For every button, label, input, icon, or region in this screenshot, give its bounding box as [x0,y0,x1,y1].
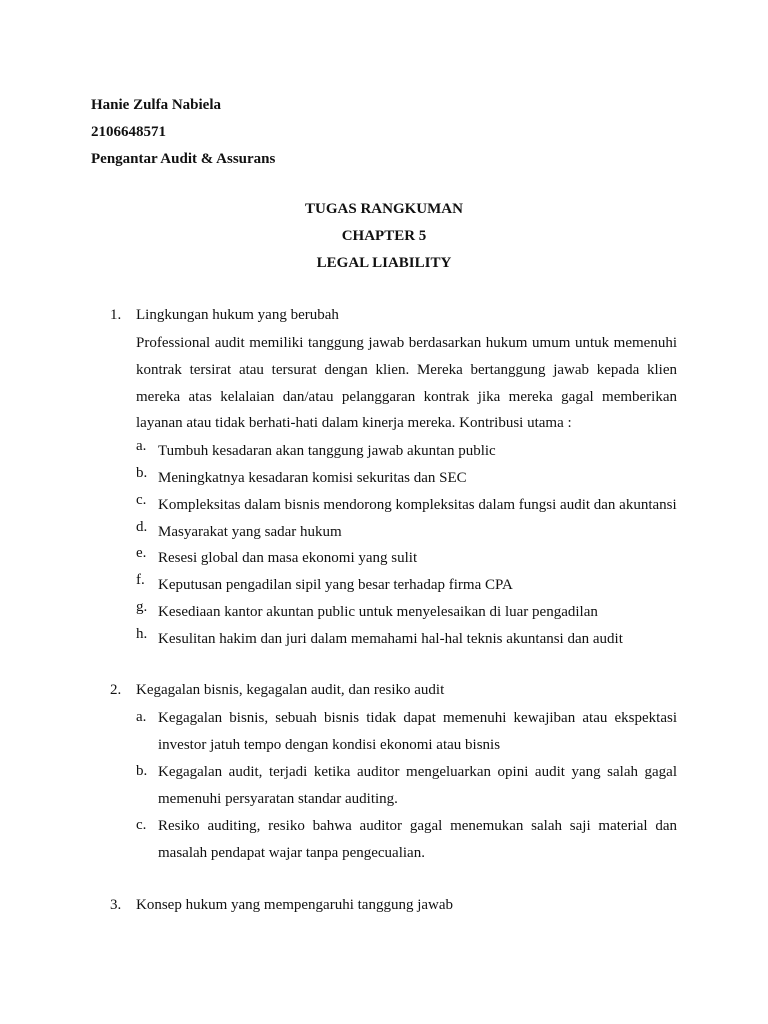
list-letter: e. [136,545,147,561]
list-text: Keputusan pengadilan sipil yang besar terhadap firma CPA [158,577,513,593]
section-number: 1. [110,307,122,323]
list-letter: b. [136,465,148,481]
list-text: Masyarakat yang sadar hukum [158,524,342,540]
list-text: Kompleksitas dalam bisnis mendorong kompleksitas dalam fungsi audit dan akuntansi [158,497,677,513]
list-text: Kesediaan kantor akuntan public untuk menyelesaikan di luar pengadilan [158,604,598,620]
list-letter: f. [136,572,145,588]
list-text: Kegagalan bisnis, sebuah bisnis tidak dapat memenuhi kewajiban atau ekspektasi investor jatuh tempo dengan kondisi ekonomi atau bisnis [158,710,677,753]
section-paragraph: Professional audit memiliki tanggung jawab berdasarkan hukum umum untuk memenuhi kontrak tersirat atau tersurat dengan klien. Mereka bertanggung jawab kepada klien mereka atas kelalaian dan/atau pelanggaran kontrak jika mereka gagal memberikan layanan atau tidak berhati-hati dalam kinerja mereka. Kontribusi utama : [136,335,677,432]
section-title: Lingkungan hukum yang berubah [136,307,339,323]
title-line-3: LEGAL LIABILITY [316,255,452,271]
student-id: 2106648571 [91,124,166,140]
list-letter: g. [136,599,148,615]
list-text: Resesi global dan masa ekonomi yang sulit [158,550,418,566]
section-title: Kegagalan bisnis, kegagalan audit, dan resiko audit [136,682,445,698]
list-letter: c. [136,817,147,833]
list-letter: d. [136,519,148,535]
list-text: Kesulitan hakim dan juri dalam memahami hal-hal teknis akuntansi dan audit [158,631,623,647]
author-name: Hanie Zulfa Nabiela [91,97,222,113]
course-name: Pengantar Audit & Assurans [91,151,276,167]
title-line-2: CHAPTER 5 [341,228,427,244]
list-letter: h. [136,626,148,642]
list-letter: a. [136,438,147,454]
list-letter: b. [136,763,148,779]
document-title [0,196,768,277]
title-line-1: TUGAS RANGKUMAN [305,201,463,217]
section-number: 2. [110,682,122,698]
list-text: Tumbuh kesadaran akan tanggung jawab akuntan public [158,443,496,459]
list-text: Resiko auditing, resiko bahwa auditor gagal menemukan salah saji material dan masalah pendapat wajar tanpa pengecualian. [158,818,677,861]
author-header [91,92,275,173]
list-text: Meningkatnya kesadaran komisi sekuritas dan SEC [158,470,467,486]
section-number: 3. [110,897,122,913]
list-letter: c. [136,492,147,508]
list-letter: a. [136,709,147,725]
section-title: Konsep hukum yang mempengaruhi tanggung jawab [136,897,454,913]
list-text: Kegagalan audit, terjadi ketika auditor mengeluarkan opini audit yang salah gagal memenuhi persyaratan standar auditing. [158,764,677,807]
